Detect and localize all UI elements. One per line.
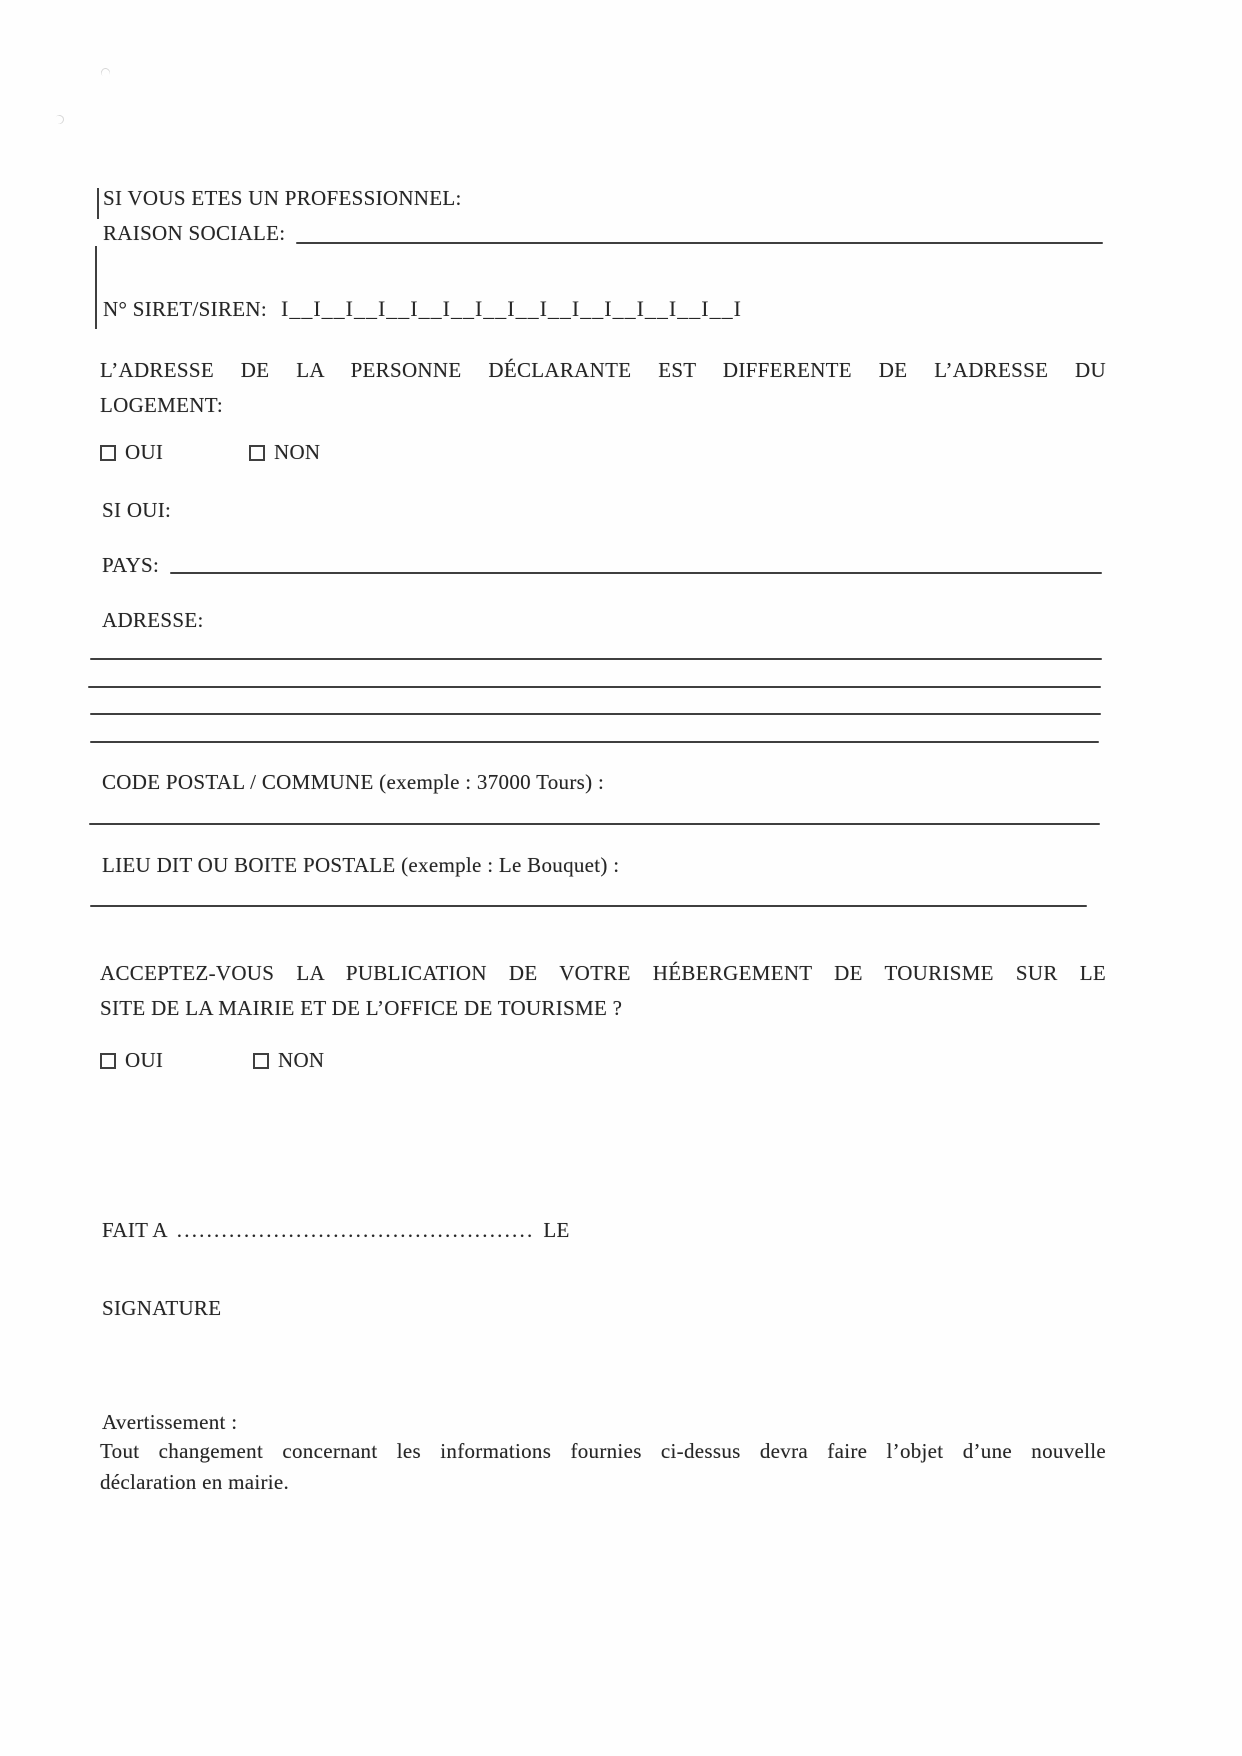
raison-sociale-label: RAISON SOCIALE: (103, 221, 286, 245)
avertissement-body (100, 1436, 1106, 1498)
adresse-input-line[interactable] (88, 686, 1101, 688)
code-postal-input-line[interactable] (89, 823, 1100, 825)
address-different-question-line2: LOGEMENT: (100, 393, 223, 417)
address-different-oui-option[interactable] (100, 440, 163, 465)
publication-oui-option[interactable] (100, 1048, 163, 1073)
lieu-dit-input-line[interactable] (90, 905, 1087, 907)
address-different-non-option[interactable] (249, 440, 320, 465)
siret-input-boxes[interactable]: I__I__I__I__I__I__I__I__I__I__I__I__I__I__I (281, 296, 742, 321)
fait-a-row (102, 1218, 570, 1243)
publication-question-line1: ACCEPTEZ-VOUS LA PUBLICATION DE VOTRE HÉBERGEMENT DE TOURISME SUR LE (100, 961, 1106, 985)
raison-sociale-input-line[interactable] (296, 242, 1103, 244)
le-label: LE (543, 1218, 570, 1242)
adresse-label: ADRESSE: (102, 608, 204, 632)
publication-question (100, 956, 1106, 1026)
avertissement-body-line1: Tout changement concernant les informations fournies ci-dessus devra faire l’objet d’une nouvelle (100, 1439, 1106, 1463)
oui-label: OUI (125, 1048, 164, 1072)
pays-input-line[interactable] (170, 572, 1102, 574)
non-checkbox[interactable] (253, 1053, 269, 1069)
margin-revision-bar (95, 246, 97, 329)
scan-speck (99, 66, 112, 79)
oui-checkbox[interactable] (100, 445, 116, 461)
professional-heading: SI VOUS ETES UN PROFESSIONNEL: (103, 186, 462, 210)
si-oui-label: SI OUI: (102, 498, 172, 522)
scan-speck (53, 113, 65, 125)
margin-revision-bar (97, 188, 99, 219)
fait-a-dotted-line[interactable]: ................................................ (176, 1218, 535, 1242)
non-label: NON (274, 440, 321, 464)
address-different-question (100, 353, 1106, 423)
fait-a-label: FAIT A (102, 1218, 168, 1242)
adresse-input-line[interactable] (90, 658, 1102, 660)
avertissement-title: Avertissement : (102, 1410, 238, 1434)
non-label: NON (278, 1048, 325, 1072)
avertissement-body-line2: déclaration en mairie. (100, 1470, 290, 1494)
adresse-input-line[interactable] (90, 741, 1099, 743)
adresse-input-line[interactable] (90, 713, 1101, 715)
pays-label: PAYS: (102, 553, 160, 577)
oui-checkbox[interactable] (100, 1053, 116, 1069)
lieu-dit-label: LIEU DIT OU BOITE POSTALE (exemple : Le Bouquet) : (102, 853, 620, 877)
siret-label: N° SIRET/SIREN: (103, 297, 267, 321)
non-checkbox[interactable] (249, 445, 265, 461)
publication-non-option[interactable] (253, 1048, 324, 1073)
oui-label: OUI (125, 440, 164, 464)
publication-question-line2: SITE DE LA MAIRIE ET DE L’OFFICE DE TOURISME ? (100, 996, 623, 1020)
address-different-question-line1: L’ADRESSE DE LA PERSONNE DÉCLARANTE EST DIFFERENTE DE L’ADRESSE DU (100, 358, 1106, 382)
code-postal-label: CODE POSTAL / COMMUNE (exemple : 37000 Tours) : (102, 770, 605, 794)
signature-label: SIGNATURE (102, 1296, 222, 1320)
